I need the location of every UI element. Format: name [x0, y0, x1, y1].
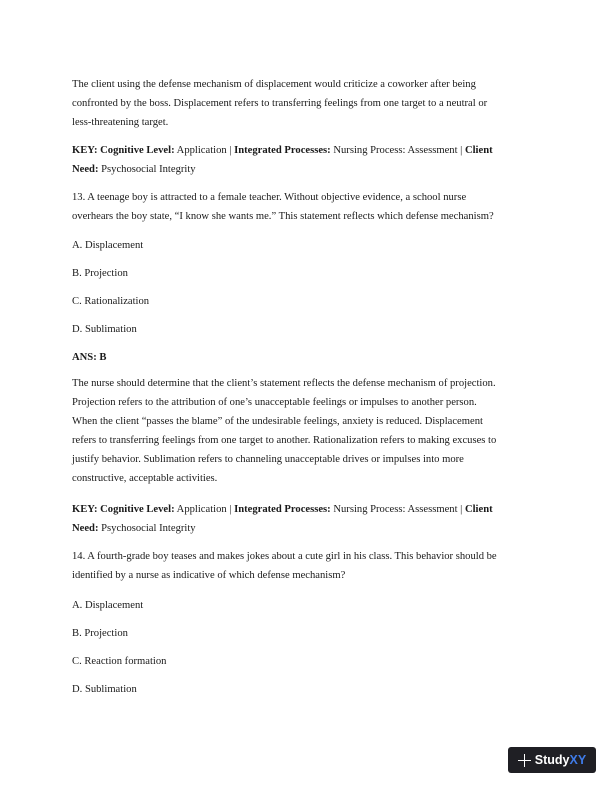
intro-paragraph	[72, 76, 540, 133]
question-line: 14. A fourth-grade boy teases and makes jokes about a cute girl in his class. This behavior should be	[72, 551, 497, 562]
rationale-line: The nurse should determine that the client’s statement reflects the defense mechanism of projection.	[72, 378, 496, 389]
key-integrated-processes-value: Nursing Process: Assessment |	[330, 504, 465, 515]
intro-line: confronted by the boss. Displacement refers to transferring feelings from one target to a neutral or	[72, 97, 488, 109]
question-14-stem	[72, 548, 540, 586]
q13-option-d: D. Sublimation	[72, 324, 137, 335]
key-need-label: Need:	[72, 163, 99, 175]
logo-text: Study	[534, 753, 570, 767]
q14-option-b: B. Projection	[72, 628, 128, 639]
studyxy-logo[interactable]	[508, 747, 596, 773]
q14-option-d: D. Sublimation	[72, 684, 137, 695]
rationale-line: refers to transferring feelings from one target to another. Rationalization refers to making excuses to	[72, 434, 497, 446]
q13-option-a: A. Displacement	[72, 240, 144, 251]
key-integrated-processes-label: Integrated Processes:	[234, 504, 331, 515]
q13-rationale	[72, 375, 540, 488]
key-need-value: Psychosocial Integrity	[98, 522, 196, 534]
question-line: overhears the boy state, “I know she wants me.” This statement reflects which defense mechanism?	[72, 210, 494, 222]
question-line: identified by a nurse as indicative of which defense mechanism?	[72, 569, 346, 581]
q14-option-a: A. Displacement	[72, 600, 144, 611]
rationale-line: justify behavior. Sublimation refers to channeling unacceptable drives or impulses into more	[72, 453, 464, 465]
rationale-line: constructive, acceptable activities.	[72, 472, 218, 484]
key-client-label: Client	[464, 504, 493, 515]
key-cognitive-level-label: KEY: Cognitive Level:	[72, 504, 175, 515]
plus-icon	[518, 754, 531, 767]
key-paragraph-2	[72, 501, 540, 539]
q13-option-b: B. Projection	[72, 268, 128, 279]
q13-option-c: C. Rationalization	[72, 296, 150, 307]
logo-text-accent: XY	[569, 753, 587, 767]
key-integrated-processes-label: Integrated Processes:	[234, 145, 331, 156]
rationale-line: When the client “passes the blame” of the undesirable feelings, anxiety is reduced. Displacement	[72, 415, 483, 427]
key-cognitive-level-value: Application |	[174, 504, 235, 515]
key-need-value: Psychosocial Integrity	[98, 163, 196, 175]
key-cognitive-level-value: Application |	[174, 145, 235, 156]
question-line: 13. A teenage boy is attracted to a female teacher. Without objective evidence, a school nurse	[72, 192, 467, 203]
key-client-label: Client	[464, 145, 493, 156]
key-need-label: Need:	[72, 522, 99, 534]
intro-line: less-threatening target.	[72, 116, 169, 128]
question-13-stem	[72, 189, 540, 227]
q13-answer: ANS: B	[72, 352, 107, 363]
rationale-line: Projection refers to the attribution of one’s unacceptable feelings or impulses to another person.	[72, 396, 477, 408]
intro-line: The client using the defense mechanism of displacement would criticize a coworker after being	[72, 79, 476, 90]
key-cognitive-level-label: KEY: Cognitive Level:	[72, 145, 175, 156]
key-paragraph-1	[72, 142, 540, 180]
key-integrated-processes-value: Nursing Process: Assessment |	[330, 145, 465, 156]
q14-option-c: C. Reaction formation	[72, 656, 167, 667]
